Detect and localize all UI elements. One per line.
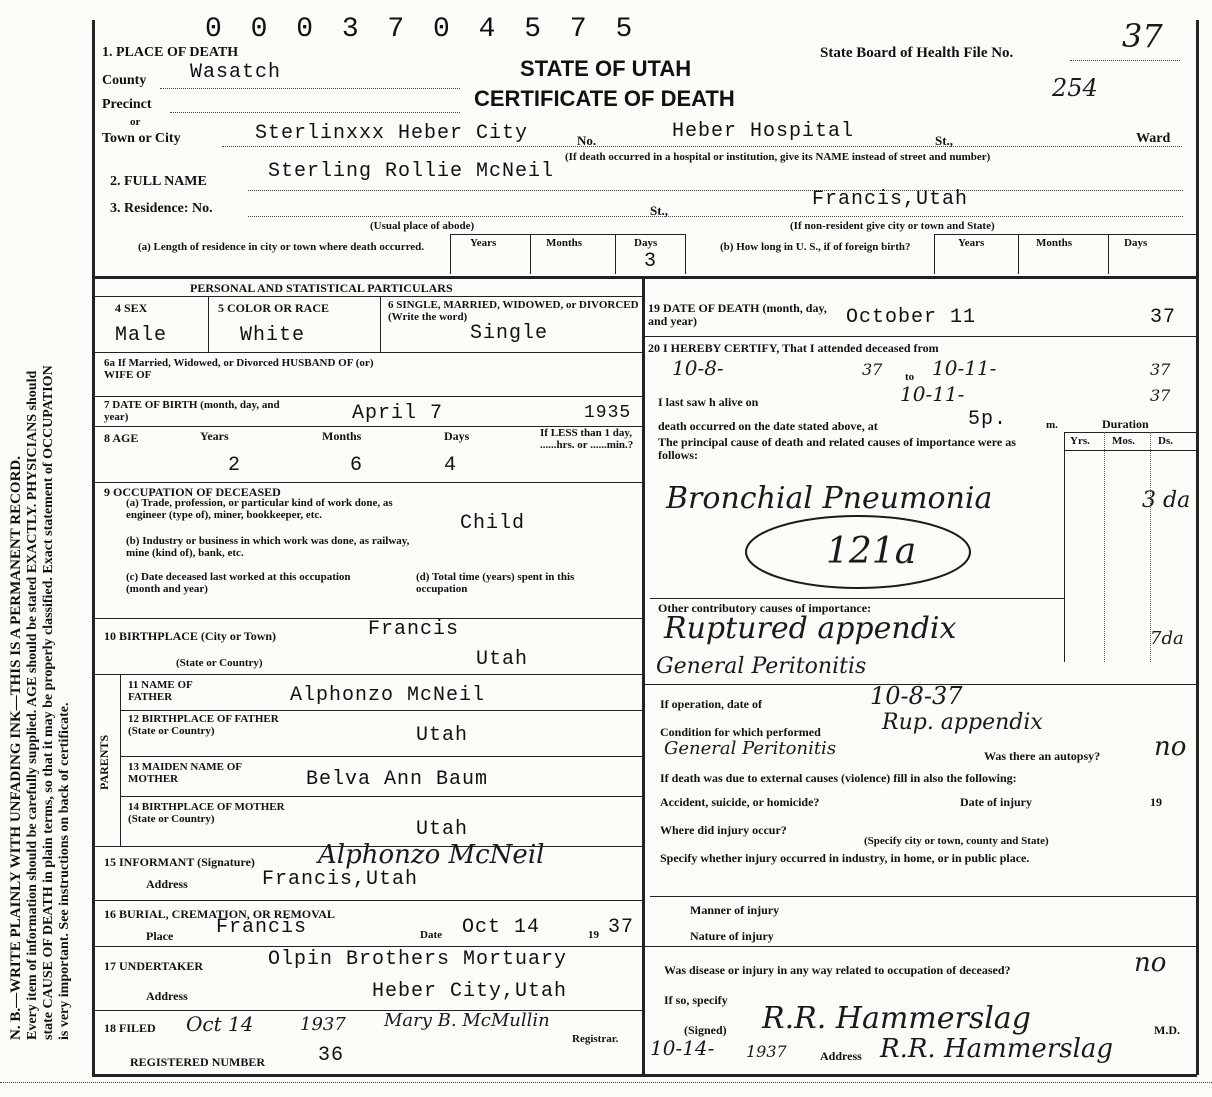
duration-v1: [1064, 432, 1065, 662]
registered-number-value: 36: [318, 1044, 345, 1067]
county-line: [160, 88, 460, 89]
time-of-death-label: death occurred on the date stated above, at: [658, 419, 878, 433]
residence-label: 3. Residence: No.: [110, 201, 213, 216]
occupation-label: 9 OCCUPATION OF DECEASED: [104, 485, 281, 499]
where-injury-note: (Specify city or town, county and State): [864, 835, 1049, 847]
condition-value-2: General Peritonitis: [664, 738, 837, 759]
contrib-duration: 7da: [1150, 628, 1184, 649]
length-years-label: Years: [470, 237, 497, 249]
condition-value: Rup. appendix: [882, 710, 1043, 735]
cut-line: [0, 1082, 1212, 1083]
occupation-related-label: Was disease or injury in any way related to occupation of deceased?: [664, 963, 1011, 977]
cause-value: Bronchial Pneumonia: [666, 481, 993, 516]
age-label: 8 AGE: [104, 431, 139, 445]
or-label: or: [130, 116, 141, 128]
autopsy-value: no: [1154, 732, 1187, 762]
foreign-box-v3: [1108, 234, 1109, 274]
length-box-v1: [450, 234, 451, 274]
burial-year-prefix: 19: [588, 929, 599, 941]
parents-line-1: [120, 710, 642, 711]
age-months-value: 6: [350, 454, 364, 477]
number-label: No.: [577, 133, 597, 148]
occupation-c-label: (c) Date deceased last worked at this occupation (month and year): [126, 571, 351, 595]
duration-ds: Ds.: [1158, 435, 1173, 447]
undertaker-address-value: Heber City,Utah: [372, 980, 568, 1003]
row-line-10: [92, 1010, 642, 1011]
age-years-value: 2: [228, 454, 242, 477]
birthplace-state-label: (State or Country): [176, 657, 263, 669]
file-number: 37: [1122, 17, 1163, 55]
state-title: STATE OF UTAH: [520, 56, 692, 81]
dob-year: 1935: [584, 403, 632, 423]
residence-value: Francis,Utah: [812, 188, 969, 211]
serial-number: 0 0 0 3 7 0 4 5 7 5: [205, 14, 639, 45]
right-line-4: [642, 946, 1196, 947]
length-of-residence-label: (a) Length of residence in city or town where death occurred.: [137, 241, 425, 253]
color-marital-divider: [380, 296, 381, 352]
contrib-cause-2: General Peritonitis: [656, 654, 867, 679]
age-days-value: 4: [444, 454, 458, 477]
right-border: [1196, 20, 1199, 1075]
manner-label: Manner of injury: [690, 903, 780, 917]
birthplace-label: 10 BIRTHPLACE (City or Town): [104, 629, 277, 643]
age-years-label: Years: [200, 429, 229, 443]
age-days-label: Days: [444, 429, 470, 443]
cause-duration: 3 da: [1142, 488, 1191, 513]
file-number-label: State Board of Health File No.: [820, 45, 1014, 61]
town-label: Town or City: [102, 131, 181, 146]
father-name-value: Alphonzo McNeil: [290, 684, 486, 707]
injury-date-label: Date of injury: [960, 795, 1032, 809]
side-note-line1: N. B.—WRITE PLAINLY WITH UNFADING INK—THIS IS A PERMANENT RECORD.: [8, 456, 24, 1040]
signed-label: (Signed): [684, 1023, 727, 1037]
time-of-death-value: 5p.: [968, 408, 1008, 431]
burial-place-value: Francis: [216, 916, 308, 939]
less-than-day-label: If LESS than 1 day, ......hrs. or ......min.?: [540, 427, 634, 451]
cause-code: 121a: [826, 531, 917, 572]
attended-to-label: to: [905, 371, 915, 383]
length-box-top: [450, 234, 685, 235]
occupation-b-label: (b) Industry or business in which work was done, as railway, mine (kind of), bank, etc.: [126, 535, 410, 559]
duration-top: [1064, 432, 1196, 433]
row-line-8: [92, 900, 642, 901]
sex-label: 4 SEX: [115, 301, 148, 315]
left-border: [92, 20, 95, 1075]
informant-address-value: Francis,Utah: [262, 868, 419, 891]
place-of-death-label: 1. PLACE OF DEATH: [102, 45, 239, 60]
row-line-9: [92, 946, 642, 947]
color-value: White: [240, 324, 306, 347]
date-of-death-year: 37: [1150, 306, 1177, 329]
foreign-years-label: Years: [958, 237, 985, 249]
center-divider: [642, 276, 645, 1074]
autopsy-label: Was there an autopsy?: [984, 749, 1101, 763]
mother-name-label: 13 MAIDEN NAME OF MOTHER: [128, 761, 242, 785]
street-label: St.,: [935, 133, 954, 148]
foreign-box-v2: [1018, 234, 1019, 274]
time-m-label: m.: [1046, 419, 1058, 431]
spouse-label: 6a If Married, Widowed, or Divorced HUSBAND OF (or) WIFE OF: [104, 357, 374, 381]
accident-label: Accident, suicide, or homicide?: [660, 795, 820, 809]
length-box-v4: [685, 234, 686, 274]
occupation-related-value: no: [1134, 948, 1167, 978]
parents-line-3: [120, 796, 642, 797]
date-of-death-label: 19 DATE OF DEATH (month, day, and year): [648, 301, 827, 328]
parents-line-2: [120, 756, 642, 757]
length-box-v2: [530, 234, 531, 274]
length-box-v3: [615, 234, 616, 274]
parents-side-label: PARENTS: [97, 734, 111, 790]
file-number-line: [1070, 60, 1180, 61]
full-name-line: [248, 190, 1183, 191]
ward-label: Ward: [1136, 131, 1171, 146]
bottom-border: [92, 1074, 1197, 1077]
row-line-6: [92, 674, 642, 675]
informant-label: 15 INFORMANT (Signature): [104, 855, 255, 869]
precinct-label: Precinct: [102, 97, 152, 112]
signed-date: 10-14-: [650, 1036, 715, 1060]
signed-year: 1937: [746, 1042, 787, 1061]
informant-address-label: Address: [146, 877, 188, 891]
full-name-value: Sterling Rollie McNeil: [268, 160, 555, 183]
marital-value: Single: [470, 322, 549, 345]
physician-address-signature: R.R. Hammerslag: [880, 1034, 1114, 1064]
certify-label: 20 I HEREBY CERTIFY, That I attended deceased from: [648, 341, 939, 355]
side-note: [8, 365, 74, 1040]
abode-note: (Usual place of abode): [370, 220, 475, 232]
contrib-divider: [650, 598, 1064, 599]
hospital-value: Heber Hospital: [672, 120, 855, 143]
certificate-title: CERTIFICATE OF DEATH: [474, 86, 735, 111]
operation-date-label: If operation, date of: [660, 697, 762, 711]
nonresident-note: (If non-resident give city or town and State): [790, 220, 995, 232]
undertaker-value: Olpin Brothers Mortuary: [268, 948, 568, 971]
personal-header-line: [92, 296, 642, 297]
last-saw-year: 37: [1150, 386, 1171, 405]
row-line-1: [92, 352, 642, 353]
file-number-secondary: 254: [1052, 74, 1098, 102]
sex-value: Male: [115, 324, 168, 347]
precinct-line: [170, 112, 460, 113]
attended-from-year: 37: [862, 360, 883, 379]
occupation-a-label: (a) Trade, profession, or particular kind of work done, as engineer (type of), miner, bookkeeper, etc.: [126, 497, 393, 521]
registered-number-label: REGISTERED NUMBER: [130, 1055, 266, 1069]
mother-name-value: Belva Ann Baum: [306, 768, 489, 791]
physician-signature: R.R. Hammerslag: [762, 1001, 1031, 1036]
town-line: [222, 146, 1182, 147]
residence-street-label: St.,: [650, 203, 669, 218]
burial-place-label: Place: [146, 929, 174, 943]
nature-label: Nature of injury: [690, 929, 774, 943]
father-name-label: 11 NAME OF FATHER: [128, 679, 193, 703]
age-months-label: Months: [322, 429, 362, 443]
duration-label: Duration: [1102, 417, 1149, 431]
row-line-5: [92, 618, 642, 619]
marital-label: 6 SINGLE, MARRIED, WIDOWED, or DIVORCED (Write the word): [388, 299, 639, 323]
contrib-label: Other contributory causes of importance:: [658, 601, 872, 615]
contrib-cause-1: Ruptured appendix: [664, 611, 957, 646]
duration-v2: [1104, 432, 1105, 662]
row-line-4: [92, 482, 642, 483]
registrar-signature: Mary B. McMullin: [384, 1010, 550, 1031]
burial-label: 16 BURIAL, CREMATION, OR REMOVAL: [104, 907, 335, 921]
county-label: County: [102, 73, 147, 88]
sex-color-divider: [208, 296, 209, 352]
external-causes-label: If death was due to external causes (violence) fill in also the following:: [660, 771, 1017, 785]
right-line-3: [650, 896, 1196, 897]
foreign-box-top: [934, 234, 1196, 235]
mother-birthplace-label: 14 BIRTHPLACE OF MOTHER (State or Country): [128, 801, 285, 825]
hospital-note: (If death occurred in a hospital or institution, give its NAME instead of street and number): [565, 151, 991, 163]
duration-yrs: Yrs.: [1070, 435, 1090, 447]
duration-mos: Mos.: [1112, 435, 1135, 447]
cause-label: The principal cause of death and related causes of importance were as follows:: [658, 435, 1016, 462]
last-saw-label: I last saw h alive on: [658, 395, 759, 409]
condition-label: Condition for which performed: [660, 725, 821, 739]
dob-label: 7 DATE OF BIRTH (month, day, and year): [104, 399, 280, 423]
filed-year: 1937: [300, 1014, 346, 1035]
length-months-label: Months: [546, 237, 583, 249]
attended-from: 10-8-: [672, 356, 724, 380]
duration-header-line: [1064, 450, 1196, 451]
occupation-value: Child: [460, 512, 526, 535]
undertaker-address-label: Address: [146, 989, 188, 1003]
md-label: M.D.: [1154, 1023, 1180, 1037]
foreign-days-label: Days: [1124, 237, 1148, 249]
physician-address-label: Address: [820, 1049, 862, 1063]
where-injury-label: Where did injury occur?: [660, 823, 787, 837]
foreign-box-v1: [934, 234, 935, 274]
full-name-label: 2. FULL NAME: [110, 174, 207, 189]
mother-birthplace-value: Utah: [416, 818, 469, 841]
father-birthplace-value: Utah: [416, 724, 469, 747]
length-days-label: Days: [634, 237, 658, 249]
attended-to: 10-11-: [932, 356, 997, 380]
color-label: 5 COLOR OR RACE: [218, 301, 330, 315]
parents-side-divider: [120, 674, 121, 846]
last-saw-date: 10-11-: [900, 382, 965, 406]
row-line-2: [92, 396, 642, 397]
occupation-d-label: (d) Total time (years) spent in this occupation: [416, 571, 575, 595]
birthplace-value: Francis: [368, 618, 460, 641]
side-note-line3: state CAUSE OF DEATH in plain terms, so that it may be properly classified. Exact statement of OCCUPATION: [41, 365, 57, 1040]
foreign-months-label: Months: [1036, 237, 1073, 249]
personal-header: PERSONAL AND STATISTICAL PARTICULARS: [190, 281, 453, 295]
undertaker-label: 17 UNDERTAKER: [104, 959, 204, 973]
burial-date-value: Oct 14: [462, 916, 541, 939]
if-so-label: If so, specify: [664, 993, 728, 1007]
operation-date-value: 10-8-37: [870, 682, 963, 710]
filed-label: 18 FILED: [104, 1021, 156, 1035]
side-note-line2: Every item of information should be carefully supplied. AGE should be stated EXACTLY. PHYSICIANS should: [25, 370, 41, 1040]
birthplace-state-value: Utah: [476, 648, 529, 671]
right-line-1: [642, 336, 1196, 337]
burial-year-value: 37: [608, 916, 635, 939]
informant-signature: Alphonzo McNeil: [318, 840, 545, 870]
county-value: Wasatch: [190, 61, 282, 84]
father-birthplace-label: 12 BIRTHPLACE OF FATHER (State or Country): [128, 713, 279, 737]
length-days-value: 3: [644, 250, 658, 273]
town-value: Sterlinxxx Heber City: [255, 122, 529, 145]
burial-date-label: Date: [420, 929, 442, 941]
side-note-line4: is very important. See instructions on back of certificate.: [57, 702, 73, 1040]
date-of-death-value: October 11: [846, 306, 977, 329]
foreign-birth-label: (b) How long in U. S., if of foreign birth?: [720, 241, 911, 253]
registrar-label: Registrar.: [572, 1033, 619, 1045]
dob-value: April 7: [352, 402, 444, 425]
attended-to-year: 37: [1150, 360, 1171, 379]
specify-injury-label: Specify whether injury occurred in industry, in home, or in public place.: [660, 851, 1030, 865]
injury-year-label: 19: [1150, 795, 1162, 809]
filed-date: Oct 14: [186, 1012, 254, 1036]
residence-line: [248, 216, 1183, 217]
